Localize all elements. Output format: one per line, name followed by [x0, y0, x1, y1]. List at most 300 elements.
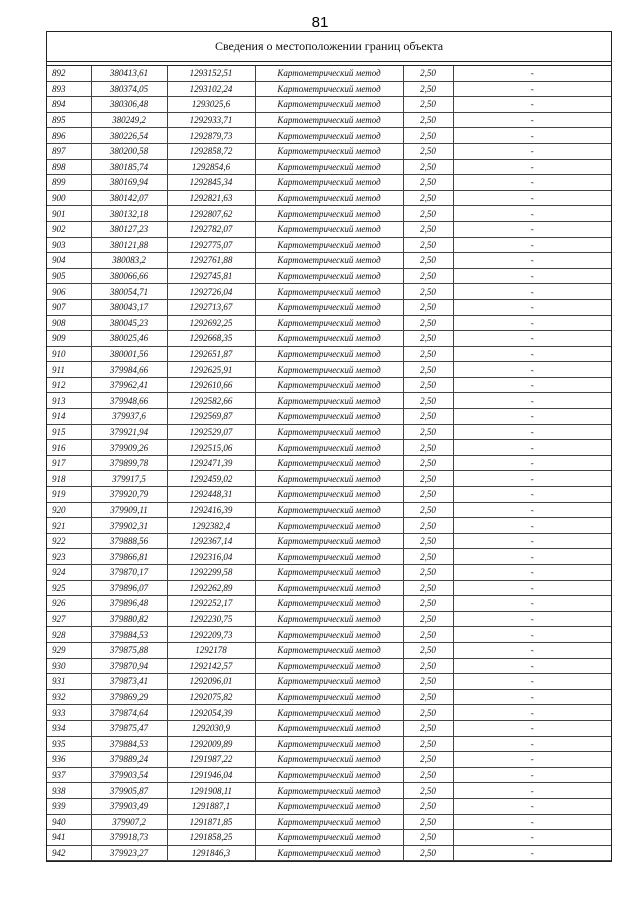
- x-coordinate-cell: 380066,66: [91, 268, 167, 284]
- coordinates-table: [47, 66, 611, 861]
- table-row: [47, 845, 611, 861]
- accuracy-cell: 2,50: [403, 346, 453, 362]
- accuracy-cell: 2,50: [403, 565, 453, 581]
- x-coordinate-cell: 379884,53: [91, 736, 167, 752]
- point-number-cell: 904: [47, 253, 91, 269]
- method-cell: Картометрический метод: [255, 237, 403, 253]
- x-coordinate-cell: 379921,94: [91, 424, 167, 440]
- description-cell: -: [453, 128, 611, 144]
- x-coordinate-cell: 380121,88: [91, 237, 167, 253]
- method-cell: Картометрический метод: [255, 533, 403, 549]
- y-coordinate-cell: 1291858,25: [167, 830, 255, 846]
- coordinates-table-body: [47, 66, 611, 861]
- table-row: [47, 471, 611, 487]
- x-coordinate-cell: 380374,05: [91, 81, 167, 97]
- point-number-cell: 936: [47, 752, 91, 768]
- accuracy-cell: 2,50: [403, 845, 453, 861]
- table-row: [47, 642, 611, 658]
- point-number-cell: 897: [47, 143, 91, 159]
- method-cell: Картометрический метод: [255, 580, 403, 596]
- y-coordinate-cell: 1291871,85: [167, 814, 255, 830]
- method-cell: Картометрический метод: [255, 175, 403, 191]
- point-number-cell: 918: [47, 471, 91, 487]
- description-cell: -: [453, 331, 611, 347]
- table-row: [47, 440, 611, 456]
- point-number-cell: 901: [47, 206, 91, 222]
- table-row: [47, 331, 611, 347]
- description-cell: -: [453, 611, 611, 627]
- accuracy-cell: 2,50: [403, 736, 453, 752]
- table-title: Сведения о местоположении границ объекта: [47, 32, 611, 62]
- method-cell: Картометрический метод: [255, 783, 403, 799]
- y-coordinate-cell: 1292075,82: [167, 689, 255, 705]
- x-coordinate-cell: 380054,71: [91, 284, 167, 300]
- method-cell: Картометрический метод: [255, 830, 403, 846]
- method-cell: Картометрический метод: [255, 97, 403, 113]
- x-coordinate-cell: 380226,54: [91, 128, 167, 144]
- description-cell: -: [453, 752, 611, 768]
- accuracy-cell: 2,50: [403, 518, 453, 534]
- table-row: [47, 814, 611, 830]
- x-coordinate-cell: 379909,11: [91, 502, 167, 518]
- description-cell: -: [453, 565, 611, 581]
- method-cell: Картометрический метод: [255, 689, 403, 705]
- accuracy-cell: 2,50: [403, 752, 453, 768]
- method-cell: Картометрический метод: [255, 549, 403, 565]
- accuracy-cell: 2,50: [403, 190, 453, 206]
- y-coordinate-cell: 1292745,81: [167, 268, 255, 284]
- x-coordinate-cell: 379889,24: [91, 752, 167, 768]
- point-number-cell: 895: [47, 112, 91, 128]
- table-row: [47, 112, 611, 128]
- accuracy-cell: 2,50: [403, 533, 453, 549]
- x-coordinate-cell: 379907,2: [91, 814, 167, 830]
- method-cell: Картометрический метод: [255, 814, 403, 830]
- point-number-cell: 942: [47, 845, 91, 861]
- method-cell: Картометрический метод: [255, 268, 403, 284]
- description-cell: -: [453, 97, 611, 113]
- point-number-cell: 927: [47, 611, 91, 627]
- point-number-cell: 926: [47, 596, 91, 612]
- table-row: [47, 81, 611, 97]
- accuracy-cell: 2,50: [403, 206, 453, 222]
- description-cell: -: [453, 440, 611, 456]
- accuracy-cell: 2,50: [403, 814, 453, 830]
- method-cell: Картометрический метод: [255, 409, 403, 425]
- y-coordinate-cell: 1292367,14: [167, 533, 255, 549]
- description-cell: -: [453, 767, 611, 783]
- y-coordinate-cell: 1292775,07: [167, 237, 255, 253]
- table-row: [47, 689, 611, 705]
- accuracy-cell: 2,50: [403, 409, 453, 425]
- point-number-cell: 899: [47, 175, 91, 191]
- accuracy-cell: 2,50: [403, 253, 453, 269]
- table-row: [47, 128, 611, 144]
- table-row: [47, 674, 611, 690]
- page-number: 81: [311, 14, 329, 31]
- method-cell: Картометрический метод: [255, 221, 403, 237]
- method-cell: Картометрический метод: [255, 393, 403, 409]
- method-cell: Картометрический метод: [255, 299, 403, 315]
- point-number-cell: 896: [47, 128, 91, 144]
- y-coordinate-cell: 1292761,88: [167, 253, 255, 269]
- x-coordinate-cell: 379875,47: [91, 720, 167, 736]
- accuracy-cell: 2,50: [403, 455, 453, 471]
- y-coordinate-cell: 1292382,4: [167, 518, 255, 534]
- point-number-cell: 915: [47, 424, 91, 440]
- point-number-cell: 908: [47, 315, 91, 331]
- table-row: [47, 658, 611, 674]
- table-row: [47, 502, 611, 518]
- method-cell: Картометрический метод: [255, 159, 403, 175]
- accuracy-cell: 2,50: [403, 705, 453, 721]
- y-coordinate-cell: 1292821,63: [167, 190, 255, 206]
- table-row: [47, 159, 611, 175]
- accuracy-cell: 2,50: [403, 471, 453, 487]
- x-coordinate-cell: 379920,79: [91, 487, 167, 503]
- point-number-cell: 922: [47, 533, 91, 549]
- point-number-cell: 913: [47, 393, 91, 409]
- description-cell: -: [453, 689, 611, 705]
- x-coordinate-cell: 379896,48: [91, 596, 167, 612]
- point-number-cell: 905: [47, 268, 91, 284]
- description-cell: -: [453, 159, 611, 175]
- description-cell: -: [453, 221, 611, 237]
- method-cell: Картометрический метод: [255, 128, 403, 144]
- table-row: [47, 783, 611, 799]
- table-row: [47, 752, 611, 768]
- x-coordinate-cell: 379909,26: [91, 440, 167, 456]
- description-cell: -: [453, 580, 611, 596]
- point-number-cell: 894: [47, 97, 91, 113]
- table-row: [47, 284, 611, 300]
- point-number-cell: 920: [47, 502, 91, 518]
- table-row: [47, 346, 611, 362]
- point-number-cell: 906: [47, 284, 91, 300]
- method-cell: Картометрический метод: [255, 720, 403, 736]
- y-coordinate-cell: 1292209,73: [167, 627, 255, 643]
- table-row: [47, 533, 611, 549]
- y-coordinate-cell: 1292448,31: [167, 487, 255, 503]
- method-cell: Картометрический метод: [255, 112, 403, 128]
- description-cell: -: [453, 409, 611, 425]
- x-coordinate-cell: 380306,48: [91, 97, 167, 113]
- x-coordinate-cell: 379870,94: [91, 658, 167, 674]
- y-coordinate-cell: 1291946,04: [167, 767, 255, 783]
- description-cell: -: [453, 315, 611, 331]
- description-cell: -: [453, 705, 611, 721]
- table-row: [47, 190, 611, 206]
- point-number-cell: 923: [47, 549, 91, 565]
- description-cell: -: [453, 143, 611, 159]
- point-number-cell: 921: [47, 518, 91, 534]
- y-coordinate-cell: 1291908,11: [167, 783, 255, 799]
- boundary-table-sheet: [46, 31, 612, 862]
- point-number-cell: 930: [47, 658, 91, 674]
- y-coordinate-cell: 1292668,35: [167, 331, 255, 347]
- table-row: [47, 720, 611, 736]
- table-row: [47, 798, 611, 814]
- y-coordinate-cell: 1292459,02: [167, 471, 255, 487]
- method-cell: Картометрический метод: [255, 705, 403, 721]
- y-coordinate-cell: 1292262,89: [167, 580, 255, 596]
- point-number-cell: 932: [47, 689, 91, 705]
- x-coordinate-cell: 379866,81: [91, 549, 167, 565]
- table-row: [47, 487, 611, 503]
- accuracy-cell: 2,50: [403, 362, 453, 378]
- method-cell: Картометрический метод: [255, 752, 403, 768]
- method-cell: Картометрический метод: [255, 798, 403, 814]
- y-coordinate-cell: 1292515,06: [167, 440, 255, 456]
- y-coordinate-cell: 1292625,91: [167, 362, 255, 378]
- description-cell: -: [453, 175, 611, 191]
- point-number-cell: 939: [47, 798, 91, 814]
- point-number-cell: 911: [47, 362, 91, 378]
- y-coordinate-cell: 1292651,87: [167, 346, 255, 362]
- description-cell: -: [453, 393, 611, 409]
- table-row: [47, 206, 611, 222]
- description-cell: -: [453, 674, 611, 690]
- table-row: [47, 66, 611, 81]
- method-cell: Картометрический метод: [255, 346, 403, 362]
- y-coordinate-cell: 1291887,1: [167, 798, 255, 814]
- y-coordinate-cell: 1292054,39: [167, 705, 255, 721]
- x-coordinate-cell: 379888,56: [91, 533, 167, 549]
- method-cell: Картометрический метод: [255, 455, 403, 471]
- table-row: [47, 299, 611, 315]
- description-cell: -: [453, 66, 611, 81]
- method-cell: Картометрический метод: [255, 596, 403, 612]
- method-cell: Картометрический метод: [255, 284, 403, 300]
- description-cell: -: [453, 346, 611, 362]
- description-cell: -: [453, 112, 611, 128]
- accuracy-cell: 2,50: [403, 268, 453, 284]
- x-coordinate-cell: 380185,74: [91, 159, 167, 175]
- point-number-cell: 919: [47, 487, 91, 503]
- method-cell: Картометрический метод: [255, 518, 403, 534]
- point-number-cell: 892: [47, 66, 91, 81]
- x-coordinate-cell: 379962,41: [91, 377, 167, 393]
- table-row: [47, 627, 611, 643]
- description-cell: -: [453, 736, 611, 752]
- method-cell: Картометрический метод: [255, 81, 403, 97]
- x-coordinate-cell: 380132,18: [91, 206, 167, 222]
- table-row: [47, 830, 611, 846]
- x-coordinate-cell: 380413,61: [91, 66, 167, 81]
- table-row: [47, 518, 611, 534]
- method-cell: Картометрический метод: [255, 502, 403, 518]
- x-coordinate-cell: 379984,66: [91, 362, 167, 378]
- x-coordinate-cell: 379896,07: [91, 580, 167, 596]
- method-cell: Картометрический метод: [255, 487, 403, 503]
- table-row: [47, 377, 611, 393]
- y-coordinate-cell: 1292854,6: [167, 159, 255, 175]
- description-cell: -: [453, 658, 611, 674]
- y-coordinate-cell: 1292858,72: [167, 143, 255, 159]
- x-coordinate-cell: 379923,27: [91, 845, 167, 861]
- y-coordinate-cell: 1292009,89: [167, 736, 255, 752]
- accuracy-cell: 2,50: [403, 315, 453, 331]
- table-row: [47, 175, 611, 191]
- point-number-cell: 902: [47, 221, 91, 237]
- table-row: [47, 97, 611, 113]
- description-cell: -: [453, 471, 611, 487]
- x-coordinate-cell: 380045,23: [91, 315, 167, 331]
- x-coordinate-cell: 379869,29: [91, 689, 167, 705]
- x-coordinate-cell: 379884,53: [91, 627, 167, 643]
- method-cell: Картометрический метод: [255, 845, 403, 861]
- y-coordinate-cell: 1292933,71: [167, 112, 255, 128]
- y-coordinate-cell: 1292726,04: [167, 284, 255, 300]
- accuracy-cell: 2,50: [403, 674, 453, 690]
- accuracy-cell: 2,50: [403, 424, 453, 440]
- x-coordinate-cell: 379870,17: [91, 565, 167, 581]
- method-cell: Картометрический метод: [255, 66, 403, 81]
- description-cell: -: [453, 253, 611, 269]
- accuracy-cell: 2,50: [403, 440, 453, 456]
- accuracy-cell: 2,50: [403, 642, 453, 658]
- y-coordinate-cell: 1292582,66: [167, 393, 255, 409]
- description-cell: -: [453, 284, 611, 300]
- y-coordinate-cell: 1293152,51: [167, 66, 255, 81]
- accuracy-cell: 2,50: [403, 580, 453, 596]
- accuracy-cell: 2,50: [403, 783, 453, 799]
- point-number-cell: 931: [47, 674, 91, 690]
- description-cell: -: [453, 518, 611, 534]
- description-cell: -: [453, 642, 611, 658]
- table-row: [47, 580, 611, 596]
- accuracy-cell: 2,50: [403, 97, 453, 113]
- x-coordinate-cell: 380169,94: [91, 175, 167, 191]
- accuracy-cell: 2,50: [403, 331, 453, 347]
- x-coordinate-cell: 380083,2: [91, 253, 167, 269]
- accuracy-cell: 2,50: [403, 284, 453, 300]
- method-cell: Картометрический метод: [255, 190, 403, 206]
- y-coordinate-cell: 1292230,75: [167, 611, 255, 627]
- accuracy-cell: 2,50: [403, 175, 453, 191]
- method-cell: Картометрический метод: [255, 253, 403, 269]
- point-number-cell: 933: [47, 705, 91, 721]
- description-cell: -: [453, 237, 611, 253]
- method-cell: Картометрический метод: [255, 627, 403, 643]
- y-coordinate-cell: 1292529,07: [167, 424, 255, 440]
- x-coordinate-cell: 380043,17: [91, 299, 167, 315]
- y-coordinate-cell: 1292692,25: [167, 315, 255, 331]
- x-coordinate-cell: 379903,49: [91, 798, 167, 814]
- description-cell: -: [453, 596, 611, 612]
- table-row: [47, 424, 611, 440]
- table-row: [47, 705, 611, 721]
- accuracy-cell: 2,50: [403, 128, 453, 144]
- accuracy-cell: 2,50: [403, 299, 453, 315]
- table-row: [47, 409, 611, 425]
- x-coordinate-cell: 379937,6: [91, 409, 167, 425]
- y-coordinate-cell: 1292845,34: [167, 175, 255, 191]
- x-coordinate-cell: 380127,23: [91, 221, 167, 237]
- description-cell: -: [453, 362, 611, 378]
- table-row: [47, 221, 611, 237]
- description-cell: -: [453, 299, 611, 315]
- y-coordinate-cell: 1292142,57: [167, 658, 255, 674]
- table-row: [47, 767, 611, 783]
- table-row: [47, 143, 611, 159]
- method-cell: Картометрический метод: [255, 736, 403, 752]
- x-coordinate-cell: 379903,54: [91, 767, 167, 783]
- y-coordinate-cell: 1292610,66: [167, 377, 255, 393]
- point-number-cell: 900: [47, 190, 91, 206]
- method-cell: Картометрический метод: [255, 362, 403, 378]
- accuracy-cell: 2,50: [403, 377, 453, 393]
- point-number-cell: 924: [47, 565, 91, 581]
- accuracy-cell: 2,50: [403, 596, 453, 612]
- description-cell: -: [453, 845, 611, 861]
- accuracy-cell: 2,50: [403, 549, 453, 565]
- point-number-cell: 941: [47, 830, 91, 846]
- method-cell: Картометрический метод: [255, 767, 403, 783]
- point-number-cell: 910: [47, 346, 91, 362]
- table-row: [47, 393, 611, 409]
- x-coordinate-cell: 379875,88: [91, 642, 167, 658]
- method-cell: Картометрический метод: [255, 471, 403, 487]
- x-coordinate-cell: 380142,07: [91, 190, 167, 206]
- accuracy-cell: 2,50: [403, 393, 453, 409]
- point-number-cell: 929: [47, 642, 91, 658]
- point-number-cell: 938: [47, 783, 91, 799]
- point-number-cell: 914: [47, 409, 91, 425]
- y-coordinate-cell: 1292569,87: [167, 409, 255, 425]
- table-row: [47, 268, 611, 284]
- description-cell: -: [453, 783, 611, 799]
- accuracy-cell: 2,50: [403, 221, 453, 237]
- table-row: [47, 362, 611, 378]
- x-coordinate-cell: 379899,78: [91, 455, 167, 471]
- y-coordinate-cell: 1292030,9: [167, 720, 255, 736]
- description-cell: -: [453, 268, 611, 284]
- method-cell: Картометрический метод: [255, 143, 403, 159]
- x-coordinate-cell: 379948,66: [91, 393, 167, 409]
- method-cell: Картометрический метод: [255, 565, 403, 581]
- table-row: [47, 565, 611, 581]
- accuracy-cell: 2,50: [403, 627, 453, 643]
- table-row: [47, 611, 611, 627]
- accuracy-cell: 2,50: [403, 237, 453, 253]
- y-coordinate-cell: 1291846,3: [167, 845, 255, 861]
- y-coordinate-cell: 1291987,22: [167, 752, 255, 768]
- y-coordinate-cell: 1292299,58: [167, 565, 255, 581]
- table-row: [47, 253, 611, 269]
- accuracy-cell: 2,50: [403, 658, 453, 674]
- method-cell: Картометрический метод: [255, 658, 403, 674]
- description-cell: -: [453, 455, 611, 471]
- accuracy-cell: 2,50: [403, 66, 453, 81]
- x-coordinate-cell: 379880,82: [91, 611, 167, 627]
- description-cell: -: [453, 377, 611, 393]
- y-coordinate-cell: 1292252,17: [167, 596, 255, 612]
- point-number-cell: 912: [47, 377, 91, 393]
- x-coordinate-cell: 379917,5: [91, 471, 167, 487]
- accuracy-cell: 2,50: [403, 112, 453, 128]
- accuracy-cell: 2,50: [403, 689, 453, 705]
- point-number-cell: 893: [47, 81, 91, 97]
- point-number-cell: 909: [47, 331, 91, 347]
- x-coordinate-cell: 380001,56: [91, 346, 167, 362]
- description-cell: -: [453, 549, 611, 565]
- x-coordinate-cell: 380200,58: [91, 143, 167, 159]
- method-cell: Картометрический метод: [255, 206, 403, 222]
- description-cell: -: [453, 830, 611, 846]
- point-number-cell: 940: [47, 814, 91, 830]
- method-cell: Картометрический метод: [255, 331, 403, 347]
